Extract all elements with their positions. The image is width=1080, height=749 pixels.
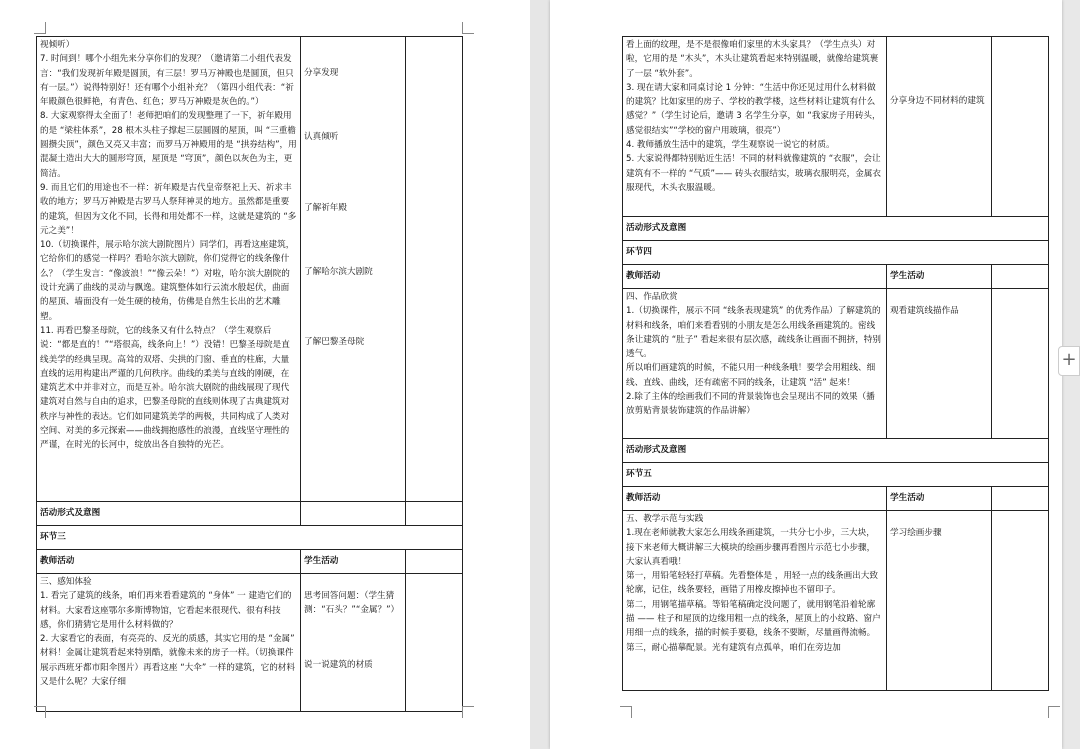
paragraph: 11. 再看巴黎圣母院，它的线条又有什么特点？（学生观察后说：“都是直的！”“塔很高，线条向上！”）没错！巴黎圣母院是直线美学的经典呈现。高耸的双塔、尖拱的门窗、垂直的柱廊，大量直线的运用构建出严谨的几何秩序。曲线的柔美与直线的刚硬，在建筑艺术中并非对立，而是互补。哈尔滨大剧院的曲线展现了现代建筑对自然与自由的追求，巴黎圣母院的直线则体现了古典建筑对秩序与神性的表达。它们如同建筑美学的两极，共同构成了人类对空间、对美的多元探索——曲线拥抱感性的浪漫，直线坚守理性的严谨，在时光的长河中，绽放出各自独特的光芒。: [40, 325, 290, 451]
teacher-header-text: 教师活动: [40, 556, 75, 567]
activity-form-label: [623, 217, 1049, 241]
empty-cell: [406, 574, 463, 712]
section-title-text: 环节三: [40, 532, 66, 543]
paragraph: 第三，耐心描摹配景。光有建筑有点孤单，咱们在旁边加: [626, 642, 841, 653]
student-header: [301, 550, 406, 574]
paragraph: 9. 而且它们的用途也不一样：祈年殿是古代皇帝祭祀上天、祈求丰收的地方；罗马万神殿是古罗马人祭拜神灵的地方。虽然都是重要的建筑，但因为文化不同，长得和用处都不一样，这就是建筑的 “多元之美”！: [40, 182, 297, 236]
teacher-activity-cell: [623, 289, 887, 439]
form-label-text: 活动形式及意图: [626, 445, 687, 456]
student-header-text: 学生活动: [890, 271, 925, 282]
crop-mark: [34, 22, 46, 34]
student-header: [887, 487, 992, 511]
student-note: 了解祈年殿: [304, 202, 347, 213]
add-page-button[interactable]: [1058, 346, 1080, 376]
teacher-header: [37, 550, 301, 574]
teacher-activity-cell: [37, 37, 301, 502]
crop-mark: [34, 706, 46, 718]
paragraph: 视倾听）: [40, 40, 75, 50]
student-note: 观看建筑线描作品: [890, 306, 959, 316]
empty-cell: [992, 511, 1049, 691]
paragraph: 1.（切换课件，展示不同 “线条表现建筑” 的优秀作品）了解建筑的材料和线条，咱们来看看别的小朋友是怎么用线条画建筑的。密线条让建筑的 “肚子” 看起来很有层次感，疏线条让画面不拥挤，特别透气。: [626, 306, 881, 360]
paragraph: 三、感知体验: [40, 577, 92, 587]
teacher-header: [623, 265, 887, 289]
crop-mark: [1048, 706, 1060, 718]
teacher-activity-cell: [623, 511, 887, 691]
paragraph: 四、作品欣赏: [626, 292, 678, 302]
section-title-5: [623, 463, 1049, 487]
teacher-header-text: 教师活动: [626, 271, 661, 282]
page-gutter: [530, 0, 550, 749]
student-header-text: 学生活动: [890, 493, 925, 504]
empty-cell: [406, 550, 463, 574]
student-note: 思考回答问题：（学生猜测：“石头？”“金属？”）: [304, 591, 400, 616]
paragraph: 8. 大家观察得太全面了！老师把咱们的发现整理了一下，祈年殿用的是 “梁柱体系”，28 根木头柱子撑起三层圆圆的屋顶，叫 “三重檐圆攒尖顶”，颜色又亮又丰富；而罗马万神殿用的是 “拱券结构”，用混凝土造出大大的圆形穹顶，屋顶是 “穹顶”，颜色以灰色为主，更简洁。: [40, 111, 297, 179]
student-header-text: 学生活动: [304, 556, 339, 567]
paragraph: 所以咱们画建筑的时候，不能只用一种线条哦！要学会用粗线、细线、直线、曲线，还有疏密不同的线条，让建筑 “活” 起来！: [626, 363, 876, 388]
paragraph: 5. 大家说得都特别贴近生活！不同的材料就像建筑的 “衣服”，会让建筑有不一样的 “气质”—— 砖头衣服结实，玻璃衣服明亮，金属衣服现代，木头衣服温暖。: [626, 154, 881, 193]
plus-icon: +: [1061, 349, 1077, 370]
teacher-activity-cell: [37, 574, 301, 712]
empty-cell: [992, 37, 1049, 217]
paragraph: 2. 大家看它的表面，有亮亮的、反光的质感，其实它用的是 “金属” 材料！金属让建筑看起来特别酷，就像未来的房子一样。（切换课件展示西班牙都市阳伞图片）再看这座 “大伞” 一样的建筑，它的材料又是什么呢？大家仔细: [40, 634, 295, 688]
lesson-table-left: [36, 36, 463, 712]
paragraph: 1.现在老师就教大家怎么用线条画建筑，一共分七小步，三大块，接下来老师大概讲解三大模块的绘画步骤再看图片示范七小步骤，大家认真看哦！: [626, 528, 876, 567]
activity-form-label: [37, 502, 301, 526]
student-note: 说一说建筑的材质: [304, 659, 373, 670]
form-label-text: 活动形式及意图: [40, 508, 101, 519]
paragraph: 3. 现在请大家和同桌讨论 1 分钟：“生活中你还见过用什么材料做的建筑？比如家里的房子、学校的教学楼，这些材料让建筑有什么感觉？”（学生讨论后，邀请 3 名学生分享，如 “我家房子用砖头，感觉很结实”“学校的窗户用玻璃，很亮”）: [626, 82, 881, 136]
section-title-4: [623, 241, 1049, 265]
paragraph: 第一，用铅笔轻轻打草稿。先看整体是 ，用轻一点的线条画出大致轮廓，记住，线条要轻，画错了用橡皮擦掉也不留印子。: [626, 571, 878, 596]
paragraph: 1. 看完了建筑的线条，咱们再来看看建筑的 “身体” 一 建造它们的材料。大家看这座鄂尔多斯博物馆，它看起来很现代、很有科技感，你们猜猜它是用什么材料做的？: [40, 591, 292, 630]
empty-cell: [301, 502, 406, 526]
form-label-text: 活动形式及意图: [626, 223, 687, 234]
empty-cell: [406, 502, 463, 526]
student-activity-cell: [887, 511, 992, 691]
student-note: 认真倾听: [304, 132, 339, 143]
section-title-text: 环节五: [626, 469, 652, 480]
student-note: 了解哈尔滨大剧院: [304, 266, 373, 277]
paragraph: 看上面的纹理，是不是很像咱们家里的木头家具？（学生点头）对啦，它用的是 “木头”，木头让建筑看起来特别温暖，就像给建筑裹了一层 “软外套”。: [626, 40, 879, 79]
lesson-table-right: [622, 36, 1049, 691]
teacher-header-text: 教师活动: [626, 493, 661, 504]
crop-mark: [462, 22, 474, 34]
empty-cell: [992, 265, 1049, 289]
student-note: 分享发现: [304, 68, 339, 78]
document-page-right: [550, 0, 1062, 749]
student-activity-cell: [301, 574, 406, 712]
crop-mark: [462, 706, 474, 718]
paragraph: 10.（切换课件，展示哈尔滨大剧院图片）同学们，再看这座建筑，它给你们的感觉一样吗？看哈尔滨大剧院，你们觉得它的线条像什么？（学生发言：“像波浪！”“像云朵！”）对啦，哈尔滨大剧院的设计充满了曲线的灵动与飘逸。建筑整体如行云流水般起伏，曲面的屋顶、墙面没有一处生硬的棱角，仿佛是自然生长出的艺术雕塑。: [40, 240, 295, 322]
crop-mark: [620, 706, 632, 718]
empty-cell: [992, 289, 1049, 439]
student-activity-cell: [887, 289, 992, 439]
document-page-left: [0, 0, 530, 749]
section-title-3: [37, 526, 463, 550]
section-title-text: 环节四: [626, 247, 652, 258]
paragraph: 4. 教师播放生活中的建筑，学生观察说一说它的材质。: [626, 140, 835, 151]
student-activity-cell: [887, 37, 992, 217]
teacher-header: [623, 487, 887, 511]
paragraph: 五、教学示范与实践: [626, 514, 704, 524]
empty-cell: [406, 37, 463, 502]
student-note: 分享身边不同材料的建筑: [890, 96, 985, 106]
student-header: [887, 265, 992, 289]
paragraph: 第二，用钢笔描草稿。等铅笔稿确定没问题了，就用钢笔沿着轮廓描 —— 柱子和屋顶的边缘用粗一点的线条，屋顶上的小纹路、窗户用细一点的线条，描的时候手要稳，线条不要断，尽量画得流畅。: [626, 599, 881, 639]
student-note: 了解巴黎圣母院: [304, 337, 365, 348]
paragraph: 7. 时间到！哪个小组先来分享你们的发现？（邀请第二小组代表发言：“我们发现祈年殿是圆顶，有三层！罗马万神殿也是圆顶，但只有一层。”）说得特别好！还有哪个小组补充？（第四小组代表：“祈年殿颜色很鲜艳，有青色、红色；罗马万神殿是灰色的。”）: [40, 54, 294, 108]
paragraph: 2.除了主体的绘画我们不同的背景装饰也会呈现出不同的效果（播放剪贴背景装饰建筑的作品讲解）: [626, 392, 875, 417]
student-note: 学习绘画步骤: [890, 528, 942, 538]
teacher-activity-cell: [623, 37, 887, 217]
empty-cell: [992, 487, 1049, 511]
activity-form-label: [623, 439, 1049, 463]
student-activity-cell: [301, 37, 406, 502]
